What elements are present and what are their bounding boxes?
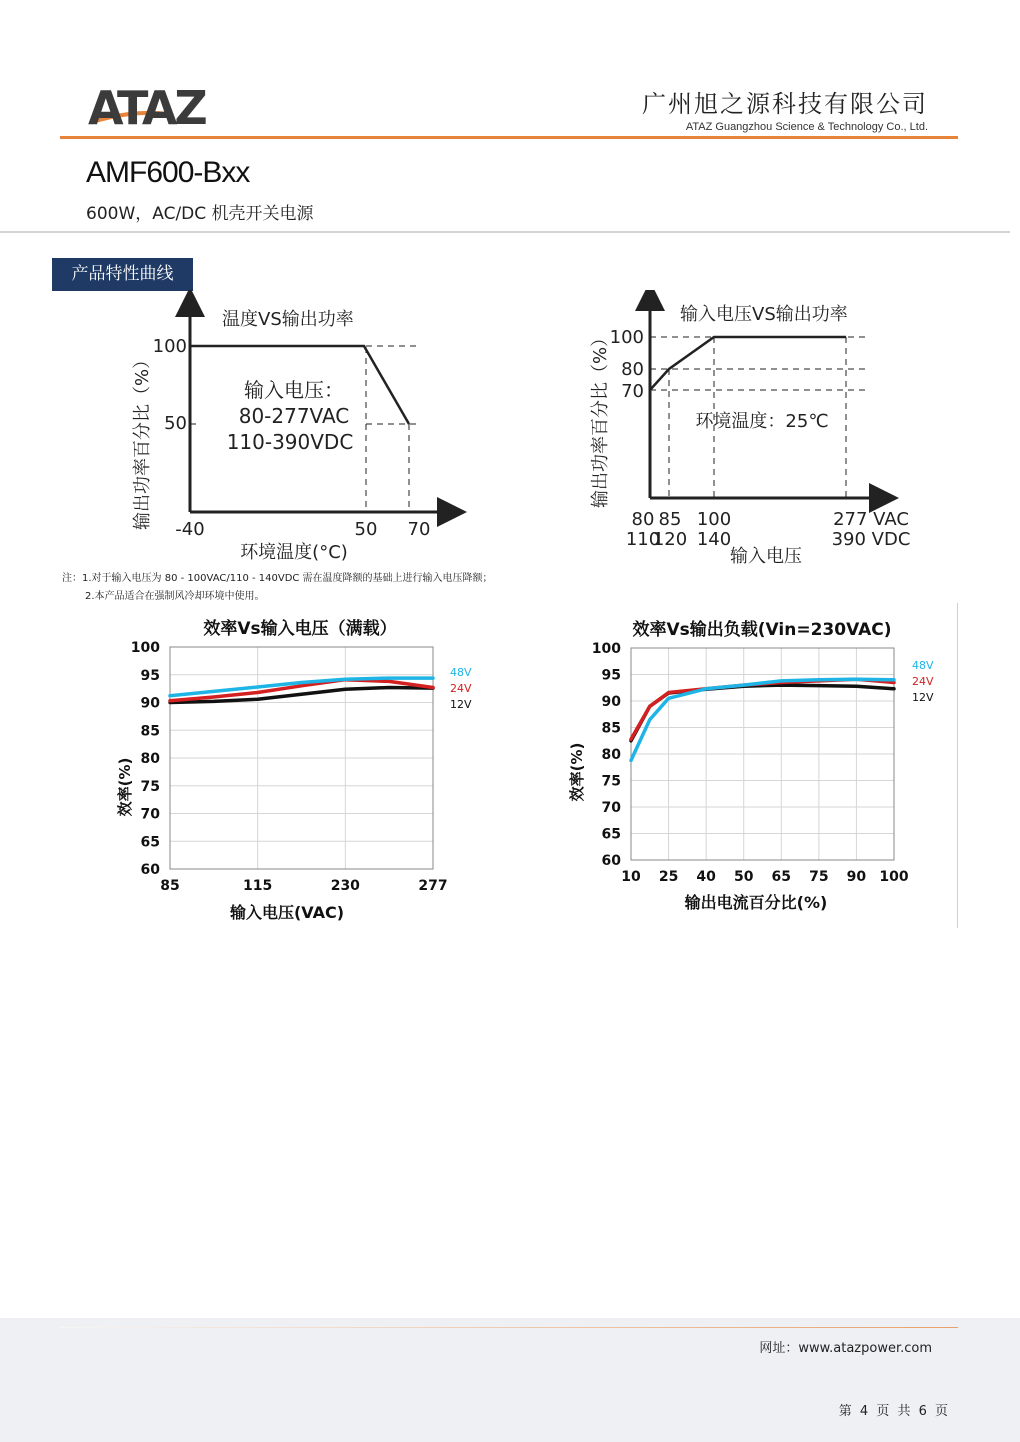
y-tick-label: 75 [601, 773, 621, 790]
chart-title: 效率Vs输入电压（满载） [203, 619, 397, 639]
x-tick-label: 85 [160, 878, 180, 894]
x-tick-label: 85 [658, 509, 682, 530]
y-axis-label: 效率(%) [116, 757, 134, 817]
x-tick-label: 110 [625, 529, 661, 550]
note-line: 注：1.对于输入电压为 80 - 100VAC/110 - 140VDC 需在温度降额的基础上进行输入电压降额； [62, 573, 493, 584]
company-name-cn: 广州旭之源科技有限公司 [642, 90, 928, 118]
y-tick-label: 65 [140, 834, 160, 851]
y-axis-label: 效率(%) [568, 742, 586, 802]
y-tick-label: 70 [601, 800, 621, 816]
legend-entry: 24V [912, 675, 934, 688]
efficiency-vs-input-chart [100, 612, 480, 927]
y-tick-label: 90 [140, 695, 160, 712]
product-subtitle: 600W，AC/DC 机壳开关电源 [86, 204, 314, 224]
y-axis-label: 输出功率百分比（%） [132, 350, 153, 530]
y-axis-label: 输出功率百分比（%） [590, 328, 611, 508]
x-tick-label: 65 [771, 869, 792, 885]
notes [62, 570, 493, 606]
derating-input-chart [580, 290, 920, 570]
y-tick-label: 70 [140, 806, 160, 823]
x-tick-label: 120 [652, 529, 688, 550]
y-tick-label: 65 [601, 826, 621, 843]
section-title: 产品特性曲线 [52, 258, 193, 291]
title-divider [0, 231, 1010, 233]
x-tick-label: 140 [696, 529, 732, 550]
chart-title: 输入电压VS输出功率 [680, 304, 848, 325]
annotation-line: 输入电压： [244, 378, 344, 402]
x-tick-label: -40 [175, 519, 205, 540]
logo-text: ATAZ [88, 84, 205, 130]
x-tick-label: 80 [631, 509, 655, 530]
x-axis-label: 输出电流百分比(%) [684, 893, 828, 912]
company-logo [88, 84, 228, 130]
x-tick-label: 277 VAC [833, 509, 909, 530]
chart-title: 效率Vs输出负载(Vin=230VAC) [632, 620, 892, 640]
y-tick-label: 50 [164, 413, 187, 434]
y-tick-label: 60 [601, 853, 621, 869]
x-tick-label: 70 [407, 519, 431, 540]
y-tick-label: 80 [601, 747, 621, 763]
product-model: AMF600-Bxx [86, 156, 250, 189]
efficiency-vs-load-chart [560, 612, 945, 917]
y-tick-label: 85 [140, 723, 160, 740]
x-tick-label: 115 [243, 878, 273, 894]
y-tick-label: 85 [601, 720, 621, 737]
derating-curve [650, 337, 846, 390]
annotation-line: 110-390VDC [226, 430, 354, 454]
company-name [642, 84, 928, 133]
x-tick-label: 100 [696, 509, 732, 530]
y-tick-label: 100 [152, 336, 187, 357]
x-tick-label: 50 [354, 519, 378, 540]
x-tick-label: 230 [330, 878, 360, 894]
x-axis-label: 环境温度(°C) [240, 542, 348, 563]
column-divider [957, 603, 958, 928]
annotation: 环境温度：25℃ [695, 411, 829, 432]
y-tick-label: 80 [140, 751, 160, 767]
y-tick-label: 100 [609, 327, 644, 348]
y-tick-label: 60 [140, 862, 160, 878]
company-name-en: ATAZ Guangzhou Science & Technology Co., Ltd. [685, 121, 928, 133]
x-axis-label: 输入电压(VAC) [229, 903, 345, 922]
y-tick-label: 95 [140, 667, 160, 684]
x-tick-label: 390 VDC [831, 529, 911, 550]
header-divider [60, 136, 958, 139]
y-tick-label: 75 [140, 778, 160, 795]
legend-entry: 48V [450, 666, 472, 679]
legend-entry: 48V [912, 659, 934, 672]
note-line: 2.本产品适合在强制风冷却环境中使用。 [85, 591, 265, 602]
y-tick-label: 90 [601, 694, 621, 710]
x-tick-label: 100 [879, 869, 909, 885]
x-tick-label: 50 [733, 869, 754, 885]
x-tick-label: 25 [658, 869, 679, 885]
website-link[interactable]: 网址：www.atazpower.com [759, 1341, 932, 1356]
legend-entry: 12V [450, 698, 472, 711]
x-tick-label: 90 [846, 869, 867, 885]
y-tick-label: 80 [621, 359, 644, 380]
chart-title: 温度VS输出功率 [222, 309, 354, 330]
y-tick-label: 100 [130, 640, 160, 656]
annotation-line: 80-277VAC [238, 404, 350, 428]
x-tick-label: 40 [696, 869, 716, 885]
y-tick-label: 95 [601, 667, 621, 684]
derating-temp-chart [120, 290, 480, 570]
x-axis-label: 输入电压 [730, 546, 802, 567]
y-tick-label: 100 [591, 641, 621, 657]
x-tick-label: 277 [418, 878, 448, 894]
x-tick-label: 10 [621, 869, 641, 885]
footer-divider [60, 1327, 958, 1328]
x-tick-label: 75 [809, 869, 829, 885]
y-tick-label: 70 [621, 381, 644, 402]
legend-entry: 24V [450, 682, 472, 695]
legend-entry: 12V [912, 691, 934, 704]
page-footer [0, 1318, 1020, 1442]
page-number: 第 4 页 共 6 页 [838, 1404, 950, 1419]
